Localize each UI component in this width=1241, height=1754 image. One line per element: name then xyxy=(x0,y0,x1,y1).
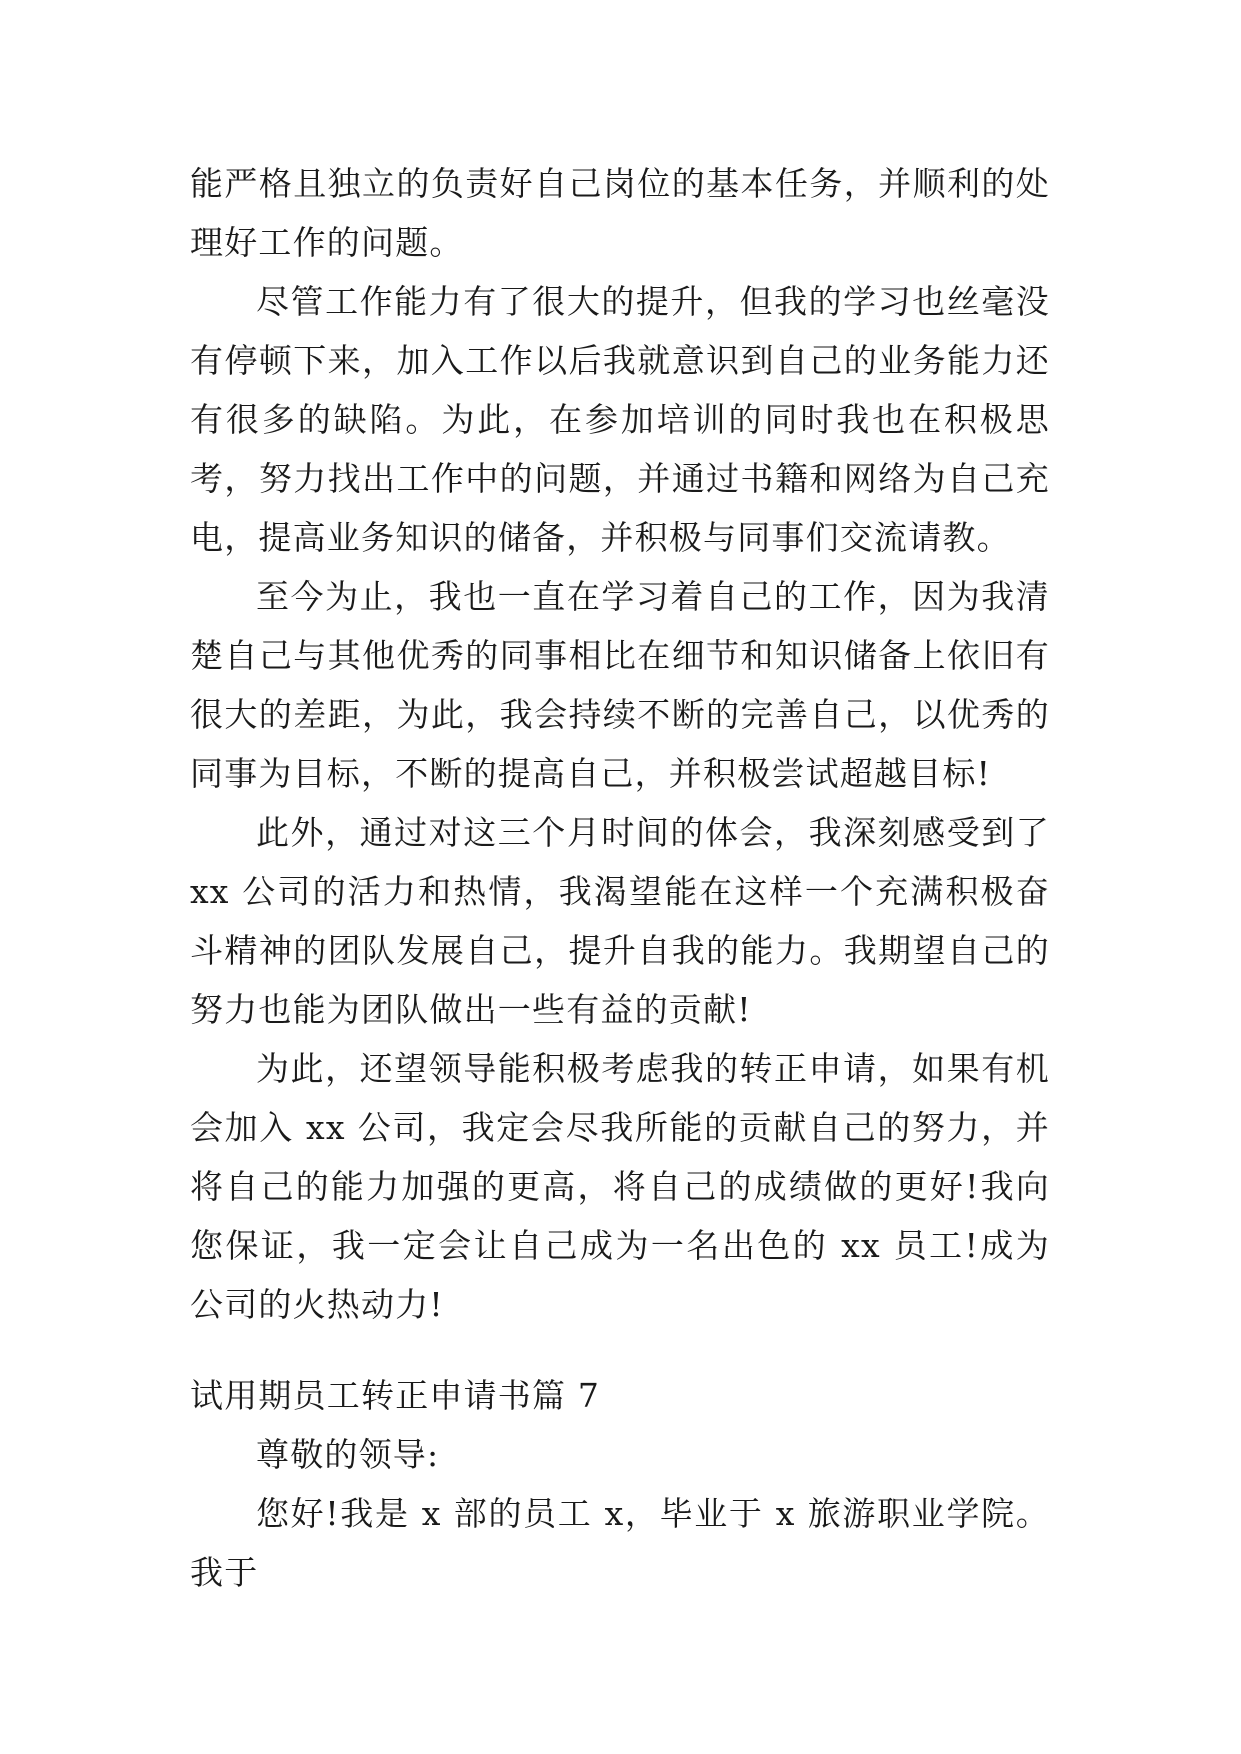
opening-paragraph: 您好!我是 x 部的员工 x，毕业于 x 旅游职业学院。我于 xyxy=(190,1494,1050,1592)
paragraph-learning: 尽管工作能力有了很大的提升，但我的学习也丝毫没有停顿下来，加入工作以后我就意识到自己的业务能力还有很多的缺陷。为此，在参加培训的同时我也在积极思考，努力找出工作中的问题，并通过书籍和网络为自己充电，提高业务知识的储备，并积极与同事们交流请教。 xyxy=(190,282,1050,557)
section-heading: 试用期员工转正申请书篇 7 xyxy=(190,1376,601,1415)
paragraph-company-passion: 此外，通过对这三个月时间的体会，我深刻感受到了 xx 公司的活力和热情，我渴望能在这样一个充满积极奋斗精神的团队发展自己，提升自我的能力。我期望自己的努力也能为团队做出一些有益的贡献! xyxy=(190,813,1050,1029)
paragraph-self-improvement: 至今为止，我也一直在学习着自己的工作，因为我清楚自己与其他优秀的同事相比在细节和知识储备上依旧有很大的差距，为此，我会持续不断的完善自己，以优秀的同事为目标，不断的提高自己，并积极尝试超越目标! xyxy=(190,577,1050,793)
continuation-paragraph: 能严格且独立的负责好自己岗位的基本任务，并顺利的处理好工作的问题。 xyxy=(190,164,1050,262)
letter-body-continued xyxy=(190,154,1050,1334)
new-letter-section xyxy=(190,1366,1050,1602)
salutation: 尊敬的领导: xyxy=(256,1435,440,1474)
paragraph-request: 为此，还望领导能积极考虑我的转正申请，如果有机会加入 xx 公司，我定会尽我所能的贡献自己的努力，并将自己的能力加强的更高，将自己的成绩做的更好!我向您保证，我一定会让自己成为一名出色的 xx 员工!成为公司的火热动力! xyxy=(190,1049,1050,1324)
